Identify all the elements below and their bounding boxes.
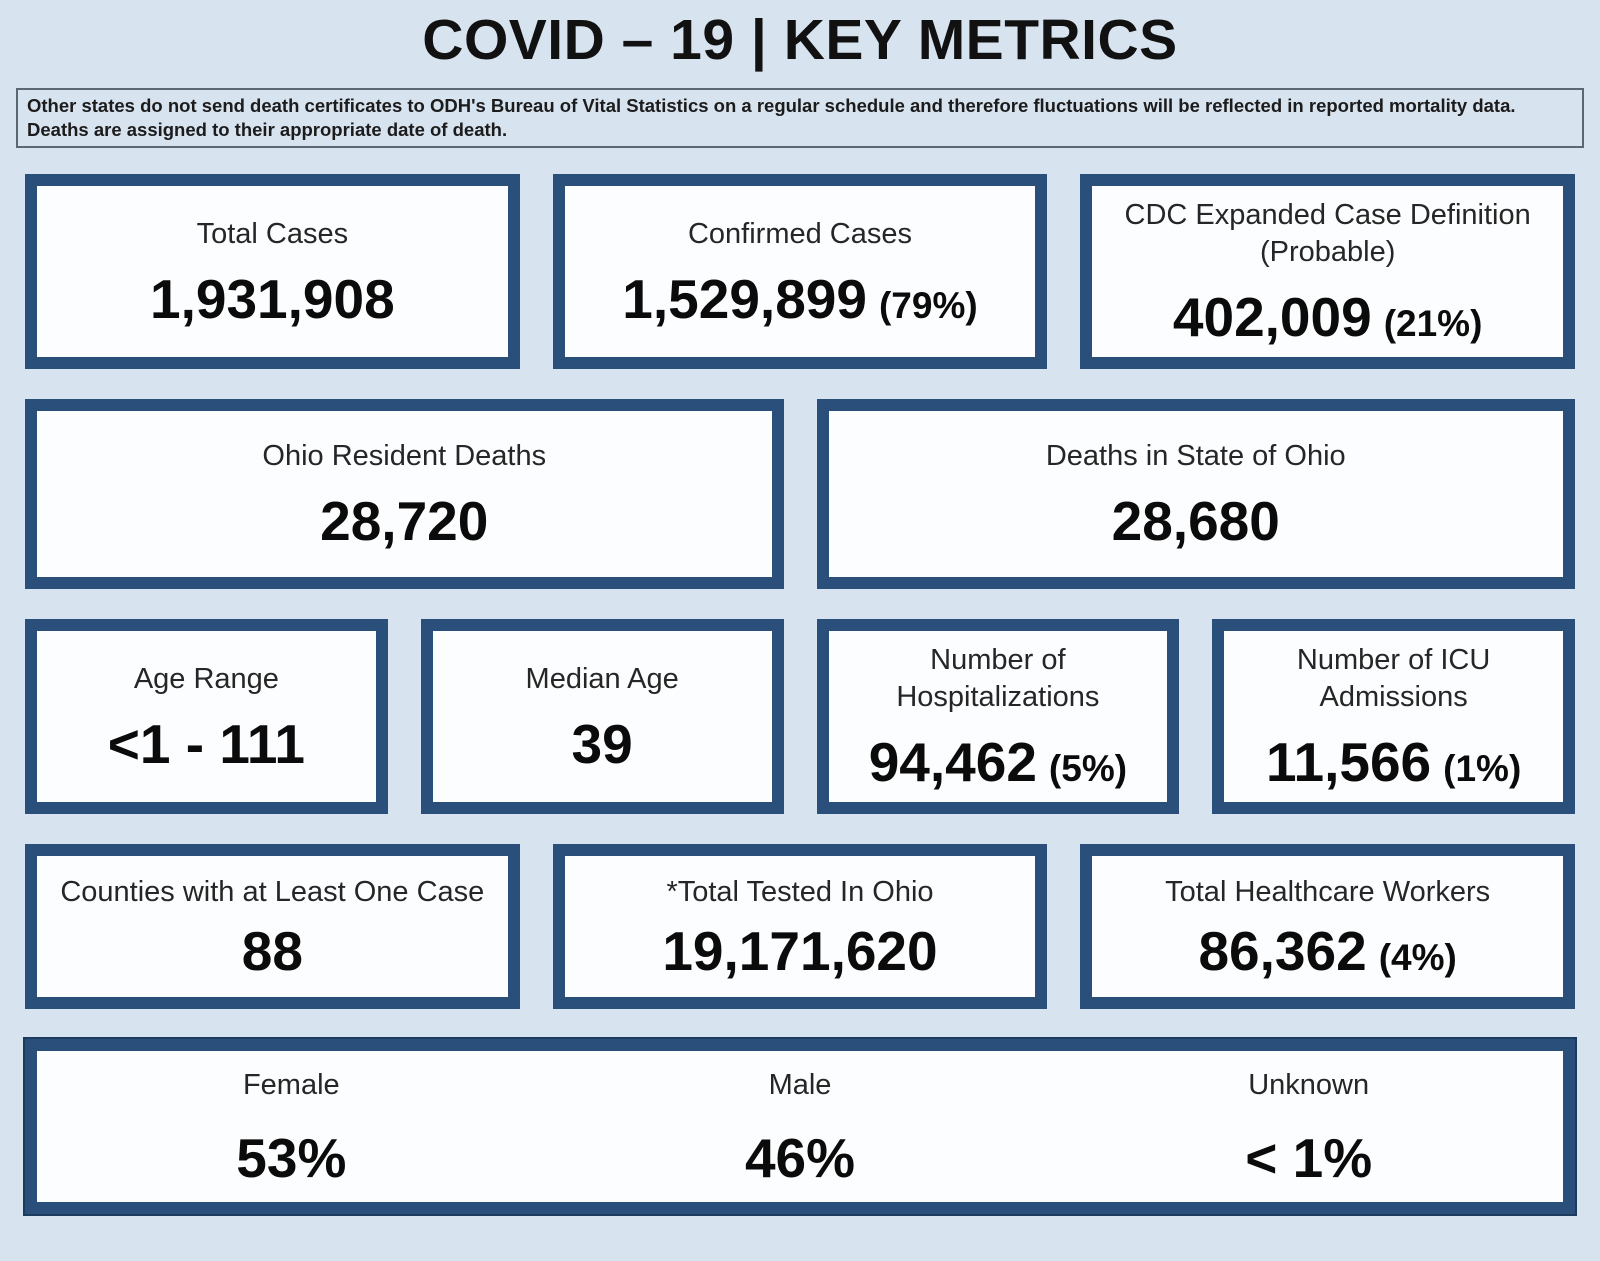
card-healthcare-workers [1080, 844, 1575, 1009]
metric-number: 39 [571, 712, 633, 775]
mortality-disclaimer-note: Other states do not send death certificates to ODH's Bureau of Vital Statistics on a regular schedule and therefore fluctuations will be reflected in reported mortality data. Deaths are assigned to their appropriate date of death. [16, 88, 1584, 148]
metric-number: 402,009 [1172, 285, 1372, 348]
metric-value [107, 712, 306, 775]
metric-value [1265, 730, 1522, 793]
metric-value [571, 712, 633, 775]
card-icu-admissions [1212, 619, 1575, 814]
metric-value [1198, 919, 1457, 982]
metric-value [622, 267, 978, 330]
metric-label: Median Age [525, 662, 679, 695]
metric-label: Counties with at Least One Case [60, 875, 485, 908]
metric-number: 28,680 [1111, 490, 1280, 553]
metric-label: Ohio Resident Deaths [262, 440, 547, 473]
gender-breakdown-panel [25, 1039, 1575, 1214]
metric-value [1172, 285, 1483, 348]
metrics-row-cases [25, 174, 1575, 369]
card-total-tested [553, 844, 1048, 1009]
metric-percent: (21%) [1383, 302, 1483, 344]
metric-percent: (4%) [1378, 936, 1457, 978]
metric-label: Number of Hospitalizations [896, 644, 1100, 713]
metric-number: 28,720 [320, 490, 489, 553]
metrics-row-deaths [25, 399, 1575, 589]
card-cdc-expanded-probable [1080, 174, 1575, 369]
gender-male [546, 1067, 1055, 1189]
metric-number: 19,171,620 [662, 919, 938, 982]
metric-label: Confirmed Cases [687, 217, 912, 250]
card-hospitalizations [817, 619, 1180, 814]
metric-number: 94,462 [868, 730, 1037, 793]
metric-number: 1,529,899 [622, 267, 867, 330]
card-counties-with-case [25, 844, 520, 1009]
metric-value [149, 267, 395, 330]
metric-value [1111, 490, 1280, 553]
gender-value: 53% [236, 1126, 347, 1189]
metric-percent: (5%) [1048, 747, 1128, 789]
metric-value [868, 730, 1128, 793]
metric-number: 11,566 [1265, 730, 1432, 793]
metric-number: 1,931,908 [149, 267, 395, 330]
metric-label: CDC Expanded Case Definition (Probable) [1124, 199, 1531, 268]
metrics-row-age-hospital [25, 619, 1575, 814]
card-age-range [25, 619, 388, 814]
metric-label: Total Cases [196, 217, 349, 250]
metric-percent: (79%) [878, 284, 978, 326]
metric-label: *Total Tested In Ohio [666, 875, 934, 908]
metric-label: Deaths in State of Ohio [1045, 440, 1346, 473]
gender-value: < 1% [1245, 1126, 1373, 1189]
metric-number: <1 - 111 [107, 712, 306, 775]
metric-label: Age Range [133, 662, 279, 695]
gender-value: 46% [744, 1126, 856, 1189]
metric-label: Total Healthcare Workers [1165, 875, 1491, 908]
metric-value [320, 490, 489, 553]
gender-female [37, 1067, 546, 1189]
metric-number: 88 [241, 919, 303, 982]
metrics-row-counties-testing [25, 844, 1575, 1009]
page-title: COVID – 19 | KEY METRICS [422, 8, 1178, 72]
gender-label: Unknown [1248, 1068, 1370, 1101]
metric-value [241, 919, 303, 982]
card-total-cases [25, 174, 520, 369]
metric-number: 86,362 [1198, 919, 1367, 982]
card-median-age [421, 619, 784, 814]
card-ohio-resident-deaths [25, 399, 784, 589]
gender-unknown [1054, 1067, 1563, 1189]
card-confirmed-cases [553, 174, 1048, 369]
metric-percent: (1%) [1443, 747, 1522, 789]
card-deaths-in-state [817, 399, 1576, 589]
gender-label: Female [242, 1068, 340, 1101]
metric-label: Number of ICU Admissions [1296, 644, 1491, 713]
metric-value [662, 919, 938, 982]
gender-label: Male [768, 1068, 832, 1101]
